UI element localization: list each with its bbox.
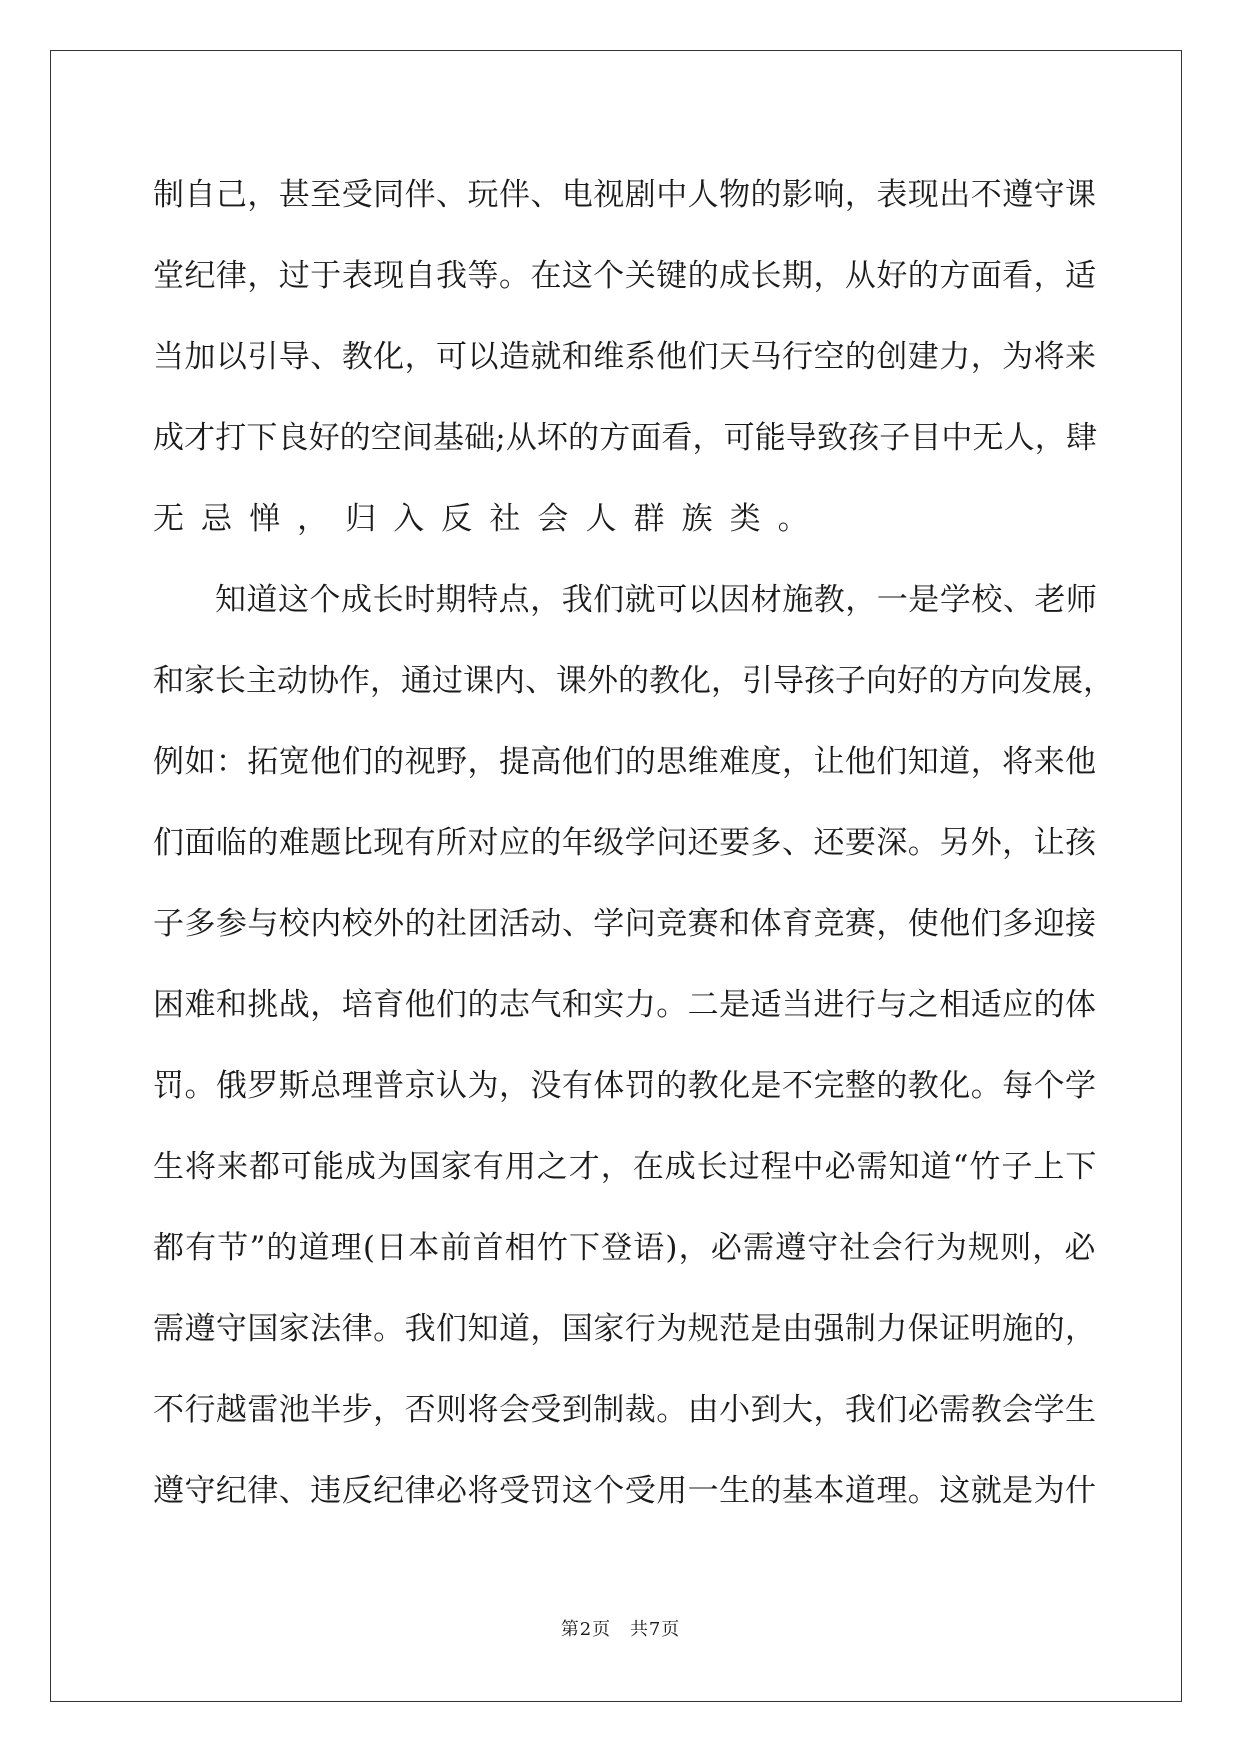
text-line: 成才打下良好的空间基础;从坏的方面看，可能导致孩子目中无人，肆 [153,420,1097,456]
body-text [153,155,1114,1532]
text-line: 困难和挑战，培育他们的志气和实力。二是适当进行与之相适应的体 [153,987,1097,1023]
text-line: 和家长主动协作，通过课内、课外的教化，引导孩子向好的方向发展， [153,663,1114,699]
paragraph-start-line: 知道这个成长时期特点，我们就可以因材施教，一是学校、老师 [215,582,1098,618]
text-line: 遵守纪律、违反纪律必将受罚这个受用一生的基本道理。这就是为什 [153,1473,1097,1509]
text-line: 生将来都可能成为国家有用之才，在成长过程中必需知道“竹子上下 [153,1149,1098,1185]
text-line: 不行越雷池半步，否则将会受到制裁。由小到大，我们必需教会学生 [153,1392,1097,1428]
text-line: 都有节”的道理(日本前首相竹下登语)，必需遵守社会行为规则，必 [153,1230,1097,1266]
text-line: 无忌惮，归入反社会人群族类。 [153,501,826,537]
text-line: 例如：拓宽他们的视野，提高他们的思维难度，让他们知道，将来他 [153,744,1097,780]
text-line: 罚。俄罗斯总理普京认为，没有体罚的教化是不完整的教化。每个学 [153,1068,1097,1104]
text-line: 当加以引导、教化，可以造就和维系他们天马行空的创建力，为将来 [153,339,1097,375]
text-line: 们面临的难题比现有所对应的年级学问还要多、还要深。另外，让孩 [153,825,1097,861]
text-line: 子多参与校内校外的社团活动、学问竞赛和体育竞赛，使他们多迎接 [153,906,1097,942]
text-line: 堂纪律，过于表现自我等。在这个关键的成长期，从好的方面看，适 [153,258,1097,294]
page-number-footer: 第2页 共7页 [560,1619,681,1640]
text-line: 制自己，甚至受同伴、玩伴、电视剧中人物的影响，表现出不遵守课 [153,177,1097,213]
text-line: 需遵守国家法律。我们知道，国家行为规范是由强制力保证明施的， [153,1311,1097,1347]
